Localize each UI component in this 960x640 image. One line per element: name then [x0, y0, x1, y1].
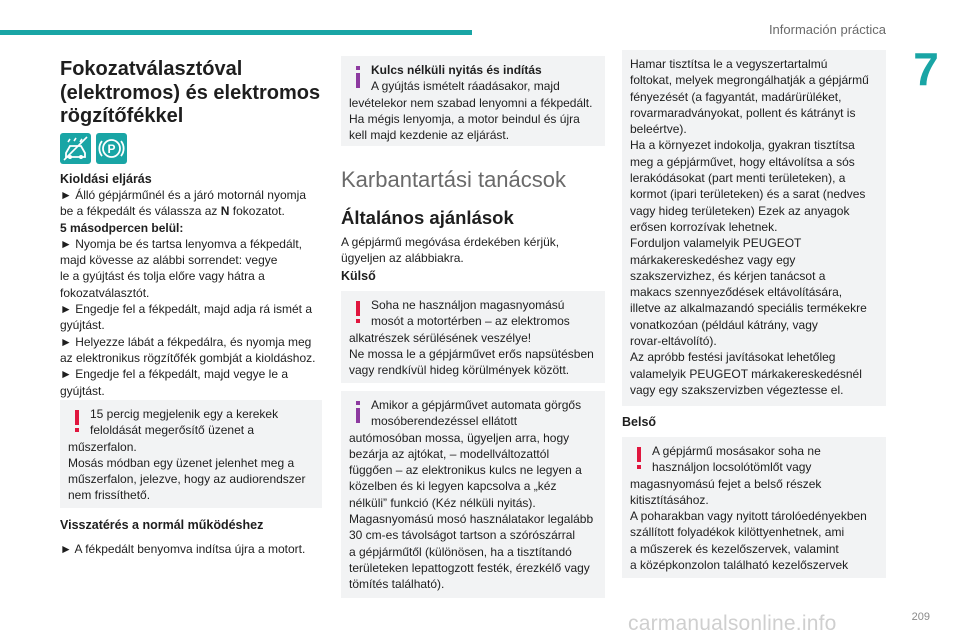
text-line: ügyeljen az alábbiakra. [341, 251, 464, 266]
text-line: mosót a motortérben – az elektromos [371, 314, 570, 329]
warning-box [341, 291, 605, 383]
text-line: levételekor nem szabad lenyomni a fékpedált. [349, 95, 593, 110]
text-line: gyújtást. [60, 383, 105, 398]
text-line: erősen korrozívak lehetnek. [630, 219, 778, 234]
text-line: márkakereskedéshez vagy egy [630, 252, 796, 267]
gear-letter: N [220, 204, 230, 219]
text-line: makacs szennyeződések eltávolítására, [630, 285, 843, 300]
text-line: feloldását megerősítő üzenet a [90, 423, 255, 438]
text-line: meg a gépjárművet, hogy eltávolítsa a sós [630, 154, 855, 169]
text-line: fokozatválasztót. [60, 285, 150, 300]
text-line: 5 másodpercen belül: [60, 220, 184, 235]
text-line: le a gyújtást és tolja előre vagy hátra a [60, 269, 265, 284]
warning-box [60, 400, 322, 508]
info-text [349, 397, 597, 593]
text-line: lerakódásokat (part menti területeken), a [630, 171, 846, 186]
warning-text [630, 443, 878, 573]
watermark: carmanualsonline.info [628, 612, 837, 635]
warning-icon [351, 299, 365, 325]
text-line: Hamar tisztítsa le a vegyszertartalmú [630, 57, 828, 71]
parking-brake-icon [96, 133, 127, 164]
car-wash-icon [60, 133, 91, 164]
chapter-number: 7 [913, 43, 939, 95]
text-line: bezárja az ajtókat, – modellváltozattól [349, 446, 550, 461]
subsection-heading: Visszatérés a normál működéshez [60, 518, 264, 532]
text-line: 30 cm-es távolságot tartson a szórószárral [349, 528, 576, 543]
subsection-heading: Külső [341, 269, 376, 283]
text-line: vagy rendkívül hideg körülmények között. [349, 363, 570, 378]
text-line: Ha mégis lenyomja, a motor beindul és újra [349, 111, 580, 126]
text-line: mosóberendezéssel ellátott [371, 414, 518, 429]
text-span: be a fékpedált és válassza az [60, 204, 221, 219]
text-line: A gépjármű mosásakor soha ne [652, 444, 821, 458]
text-line: alkatrészek sérülésének veszélye! [349, 330, 532, 345]
text-line: fényezését (a fagyantát, madárürüléket, [630, 89, 842, 104]
title-line: rögzítőfékkel [60, 105, 184, 127]
text-line: szállított folyadékok kilöttyenhetnek, ami [630, 525, 845, 540]
text-line: ► Engedje fel a fékpedált, majd vegye le a [60, 367, 289, 382]
text-line: beleértve). [630, 122, 687, 137]
text-line: A gépjármű megóvása érdekében kérjük, [341, 235, 560, 249]
text-line: Mosás módban egy üzenet jelenhet meg a [68, 455, 295, 470]
text-line: foltokat, melyek megrongálhatják a gépjármű [630, 73, 869, 88]
text-line: illetve az alkalmazandó speciális termékekre [630, 301, 867, 316]
text-line: nélküli” funkció (Kéz nélküli nyitás). [349, 495, 536, 510]
text-line: kormot (ipari területeken) és a sarat (nedves [630, 187, 866, 202]
info-box [341, 391, 605, 598]
warning-box [622, 437, 886, 578]
warning-icon [70, 408, 84, 434]
text-line: a középkonzolon található kezelőszervek [630, 558, 849, 573]
title-line: Fokozatválasztóval [60, 58, 243, 80]
svg-text:P: P [107, 142, 116, 156]
text-line: A poharakban vagy nyitott tárolóedényekben [630, 509, 867, 524]
text-line: függően – az elektronikus kulcs ne legyen a [349, 463, 582, 478]
warning-text [349, 297, 597, 378]
chapter-section-title: Karbantartási tanácsok [341, 167, 567, 192]
text-line: kell majd kezdenie az eljárást. [349, 128, 510, 143]
text-line: vonatkozóan (például kátrány, vagy [630, 317, 818, 332]
subsection-heading: Belső [622, 415, 657, 429]
text-line: vagy egy szakszervizben végeztesse el. [630, 382, 844, 397]
text-line: kitisztításához. [630, 492, 709, 507]
text-line: rovar-eltávolító). [630, 334, 717, 349]
text-line: rovarmaradványokat, pollent és kátrányt is [630, 105, 856, 120]
text-line: az elektronikus rögzítőfék gombját a kioldáshoz. [60, 350, 316, 365]
text-line: szakszervizhez, és kérjen tanácsot a [630, 268, 826, 283]
info-icon [351, 64, 365, 90]
text-line: Kulcs nélküli nyitás és indítás [371, 63, 542, 77]
text-line: Amikor a gépjárművet automata görgős [371, 398, 582, 412]
text-line: Magasnyomású mosó használatakor legalább [349, 512, 594, 527]
text-line: Soha ne használjon magasnyomású [371, 298, 565, 312]
info-icon [351, 399, 365, 425]
text-line: valamelyik PEUGEOT márkakereskedésnél [630, 366, 862, 381]
warning-text [68, 406, 314, 504]
text-line [60, 203, 330, 219]
text-line: Forduljon valamelyik PEUGEOT [630, 236, 802, 251]
info-text [349, 62, 597, 143]
header-title: Información práctica [768, 22, 886, 37]
title-line: (elektromos) és elektromos [60, 81, 321, 104]
text-box [622, 50, 886, 406]
text-line: ► Helyezze lábát a fékpedálra, és nyomja meg [60, 334, 312, 349]
text-line: használjon locsolótömlőt vagy [652, 460, 812, 475]
text-line: magasnyomású fejet a belső részek [630, 476, 822, 491]
header-accent-bar [0, 30, 472, 35]
section-heading: Általános ajánlások [341, 207, 514, 228]
text-line: tömítés található). [349, 577, 445, 592]
page-number: 209 [911, 611, 930, 623]
text-line: nem frissíthető. [68, 488, 151, 503]
procedure-text [60, 187, 330, 399]
section-title [60, 58, 340, 129]
text-line: majd kövesse az alábbi sorrendet: vegye [60, 253, 278, 268]
text-line: autómosóban mossa, ügyeljen arra, hogy [349, 430, 570, 445]
text-line: közelben és ki legyen kapcsolva a „kéz [349, 479, 557, 494]
text-line: A gyújtás ismételt ráadásakor, majd [371, 79, 560, 94]
text-line: Az apróbb festési javításokat lehetőleg [630, 350, 836, 365]
text-line: gyújtást. [60, 318, 105, 333]
text-line: Ha a környezet indokolja, gyakran tisztítsa [630, 138, 855, 153]
text-line: 15 percig megjelenik egy a kerekek [90, 407, 279, 421]
text-line: műszerfalon. [68, 439, 137, 454]
text-line: ► Nyomja be és tartsa lenyomva a fékpedált, [60, 236, 302, 251]
info-box [341, 56, 605, 146]
warning-icon [632, 445, 646, 471]
text-line: műszerfalon, jelezve, hogy az audiorendszer [68, 472, 306, 487]
text-line: vagy hideg területeken) Ezek az anyagok [630, 203, 850, 218]
text-line: ► Álló gépjárműnél és a járó motornál nyomja [60, 188, 306, 202]
text-line: Ne mossa le a gépjárművet erős napsütésben [349, 346, 594, 361]
box-text [630, 56, 878, 398]
subsection-heading: Kioldási eljárás [60, 172, 152, 186]
text-line: területeken lepattogzott festék, érezkélő vagy [349, 560, 590, 575]
intro-text [341, 234, 605, 267]
text-span: fokozatot. [229, 204, 285, 219]
text-line: a műszerek és kezelőszervek, valamint [630, 541, 839, 556]
text-line: ► Engedje fel a fékpedált, majd adja rá ismét a [60, 302, 313, 317]
paragraph: ► A fékpedált benyomva indítsa újra a motort. [60, 542, 306, 556]
text-line: a gépjárműtől (különösen, ha a tisztítandó [349, 544, 572, 559]
